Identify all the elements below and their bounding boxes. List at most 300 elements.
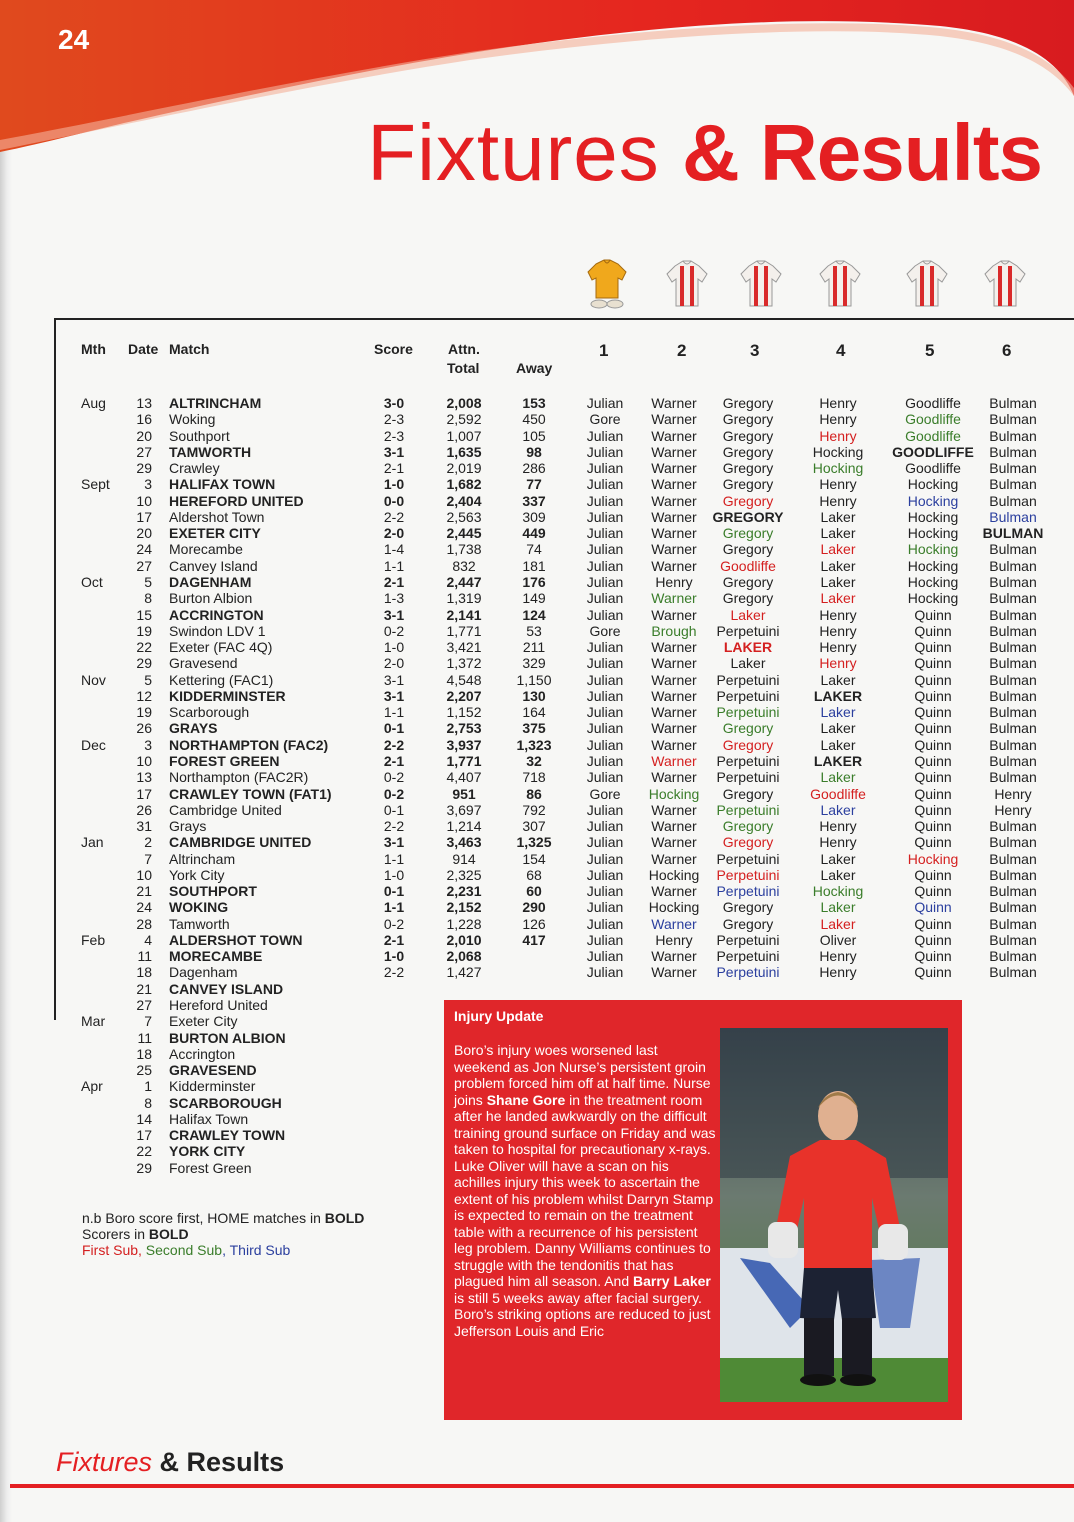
player-cell: Warner	[651, 850, 697, 867]
date-cell: 27	[136, 557, 152, 574]
player-cell: Gregory	[722, 492, 774, 509]
match-cell: Grays	[169, 818, 207, 834]
player-cell: Quinn	[914, 622, 952, 639]
player-cell: Quinn	[914, 655, 952, 672]
injury-update-panel	[444, 1000, 962, 1420]
player-cell: Warner	[651, 427, 697, 444]
score-cell: 2-0	[383, 525, 405, 542]
score-cell: 2-2	[383, 818, 405, 834]
table-row	[0, 672, 1074, 688]
table-row	[0, 818, 1074, 834]
away-attendance-cell: 126	[522, 915, 546, 932]
player-cell: Bulman	[989, 492, 1037, 509]
player-cell: Bulman	[989, 769, 1037, 786]
player-cell: Julian	[586, 395, 624, 411]
player-cell: Laker	[820, 769, 856, 786]
attendance-cell: 2,592	[446, 411, 482, 428]
table-row	[0, 639, 1074, 655]
note-sub-legend	[82, 1242, 364, 1258]
month-cell: Dec	[81, 736, 106, 753]
player-cell: Quinn	[914, 752, 952, 769]
away-attendance-cell: 1,323	[516, 736, 552, 753]
attendance-cell: 2,207	[446, 687, 482, 704]
match-cell: Gravesend	[169, 655, 238, 672]
player-cell: Henry	[819, 948, 857, 965]
attendance-cell: 3,697	[446, 801, 482, 818]
player-cell: Julian	[586, 525, 624, 542]
away-attendance-cell: 286	[522, 460, 546, 477]
player-cell: Warner	[651, 411, 697, 428]
score-cell: 1-1	[383, 557, 405, 574]
player-cell: Warner	[651, 948, 697, 965]
date-cell: 20	[136, 427, 152, 444]
away-attendance-cell: 68	[526, 866, 542, 883]
table-row	[0, 476, 1074, 492]
player-cell: Bulman	[989, 427, 1037, 444]
attendance-cell: 4,548	[446, 671, 482, 688]
score-cell: 2-2	[383, 736, 405, 753]
player-cell: Oliver	[819, 931, 857, 948]
player-cell: Gregory	[722, 899, 774, 916]
player-cell: Perpetuini	[716, 931, 780, 948]
player-cell: Hocking	[812, 460, 864, 477]
table-row	[0, 802, 1074, 818]
away-attendance-cell: 60	[526, 883, 542, 900]
player-cell: Warner	[651, 590, 697, 607]
header-position-2: 2	[677, 341, 687, 360]
date-cell: 19	[136, 622, 152, 639]
outfield-shirt-icon	[902, 258, 952, 310]
date-cell: 19	[136, 704, 152, 721]
table-row	[0, 964, 1074, 980]
attendance-cell: 2,010	[446, 931, 482, 948]
player-cell: Julian	[586, 606, 624, 623]
attendance-cell: 1,214	[446, 818, 482, 834]
table-row	[0, 460, 1074, 476]
attendance-cell: 2,753	[446, 720, 482, 737]
player-cell: Warner	[651, 639, 697, 655]
player-cell: Quinn	[914, 704, 952, 721]
note-scorers-bold	[82, 1226, 364, 1242]
player-cell: Warner	[651, 476, 697, 493]
player-cell: Gregory	[722, 541, 774, 558]
player-cell: Warner	[651, 395, 697, 411]
score-cell: 2-3	[383, 427, 405, 444]
date-cell: 8	[144, 590, 152, 607]
player-cell: Quinn	[914, 785, 952, 802]
player-cell: Gregory	[722, 915, 774, 932]
match-cell: Northampton (FAC2R)	[169, 769, 309, 786]
player-cell: Gregory	[722, 818, 774, 834]
player-cell: Quinn	[914, 769, 952, 786]
player-cell: Julian	[586, 850, 624, 867]
player-cell: Laker	[820, 508, 856, 525]
away-attendance-cell: 154	[522, 850, 546, 867]
match-cell: Crawley	[169, 460, 220, 477]
player-cell: Hocking	[907, 492, 959, 509]
match-cell: CAMBRIDGE UNITED	[169, 834, 312, 851]
player-cell: Julian	[586, 557, 624, 574]
attendance-cell: 1,771	[446, 752, 482, 769]
player-cell: Gore	[589, 622, 621, 639]
match-cell: Swindon LDV 1	[169, 622, 266, 639]
match-cell: CRAWLEY TOWN (FAT1)	[169, 785, 332, 802]
match-cell: Burton Albion	[169, 590, 253, 607]
away-attendance-cell: 307	[522, 818, 546, 834]
month-cell: Nov	[81, 671, 106, 688]
player-cell: Henry	[819, 655, 857, 672]
score-cell: 0-2	[383, 915, 405, 932]
attendance-cell: 2,563	[446, 508, 482, 525]
goalkeeper-shirt-icon	[582, 258, 632, 310]
date-cell: 10	[136, 866, 152, 883]
note-scorers-bold-word: BOLD	[148, 1226, 189, 1242]
player-cell: Julian	[586, 541, 624, 558]
attendance-cell: 832	[452, 557, 476, 574]
match-cell: Canvey Island	[169, 557, 258, 574]
date-cell: 22	[136, 1143, 152, 1160]
injury-player-name: Shane Gore	[486, 1091, 566, 1108]
month-cell: Apr	[81, 1078, 103, 1095]
score-cell: 3-1	[383, 834, 405, 851]
away-attendance-cell: 32	[526, 752, 542, 769]
player-cell: Warner	[651, 752, 697, 769]
table-row	[0, 574, 1074, 590]
date-cell: 2	[144, 834, 152, 851]
match-cell: Accrington	[169, 1045, 236, 1062]
attendance-cell: 1,738	[446, 541, 482, 558]
table-row	[0, 899, 1074, 915]
player-cell: Bulman	[989, 606, 1037, 623]
away-attendance-cell: 309	[522, 508, 546, 525]
date-cell: 21	[136, 883, 152, 900]
player-cell: Henry	[819, 411, 857, 428]
date-cell: 13	[136, 395, 152, 411]
header-score: Score	[374, 341, 413, 357]
player-cell: Goodliffe	[905, 395, 961, 411]
date-cell: 29	[136, 460, 152, 477]
date-cell: 16	[136, 411, 152, 428]
away-attendance-cell: 74	[526, 541, 542, 558]
attendance-cell: 1,635	[446, 443, 482, 460]
player-cell: Bulman	[989, 508, 1037, 525]
match-cell: Kettering (FAC1)	[169, 671, 274, 688]
table-row	[0, 493, 1074, 509]
match-cell: Hereford United	[169, 997, 268, 1013]
match-cell: WOKING	[169, 899, 229, 916]
player-cell: Quinn	[914, 883, 952, 900]
date-cell: 1	[144, 1078, 152, 1095]
away-attendance-cell: 329	[522, 655, 546, 672]
player-cell: Laker	[820, 704, 856, 721]
player-cell: Julian	[586, 964, 624, 981]
player-cell: Perpetuini	[716, 883, 780, 900]
table-row	[0, 867, 1074, 883]
player-cell: Laker	[820, 557, 856, 574]
player-cell: Bulman	[989, 866, 1037, 883]
player-cell: Quinn	[914, 964, 952, 981]
score-cell: 1-3	[383, 590, 405, 607]
player-cell: Bulman	[989, 834, 1037, 851]
date-cell: 13	[136, 769, 152, 786]
attendance-cell: 2,445	[446, 525, 482, 542]
player-cell: Gore	[589, 411, 621, 428]
score-cell: 1-4	[383, 541, 405, 558]
player-cell: Goodliffe	[905, 460, 961, 477]
date-cell: 22	[136, 639, 152, 655]
date-cell: 3	[144, 736, 152, 753]
match-cell: Kidderminster	[169, 1078, 256, 1095]
score-cell: 2-2	[383, 964, 405, 981]
player-cell: Perpetuini	[716, 866, 780, 883]
player-cell: Julian	[586, 460, 624, 477]
player-cell: Henry	[819, 606, 857, 623]
date-cell: 8	[144, 1094, 152, 1111]
player-cell: Bulman	[989, 590, 1037, 607]
date-cell: 21	[136, 980, 152, 997]
attendance-cell: 1,319	[446, 590, 482, 607]
player-cell: Julian	[586, 769, 624, 786]
date-cell: 31	[136, 818, 152, 834]
score-cell: 1-0	[383, 948, 405, 965]
player-cell: Julian	[586, 508, 624, 525]
attendance-cell: 2,008	[446, 395, 482, 411]
away-attendance-cell: 98	[526, 443, 542, 460]
header-month: Mth	[81, 341, 106, 357]
header-away: Away	[516, 360, 553, 376]
table-row	[0, 428, 1074, 444]
score-cell: 2-1	[383, 460, 405, 477]
away-attendance-cell: 164	[522, 704, 546, 721]
player-cell: Henry	[819, 639, 857, 655]
table-row	[0, 769, 1074, 785]
player-cell: Warner	[651, 818, 697, 834]
score-cell: 1-0	[383, 476, 405, 493]
match-cell: Exeter City	[169, 1013, 238, 1030]
table-row	[0, 720, 1074, 736]
score-cell: 0-0	[383, 492, 405, 509]
player-cell: Henry	[819, 492, 857, 509]
player-cell: Bulman	[989, 443, 1037, 460]
footer-title-bold: & Results	[159, 1447, 285, 1477]
match-cell: YORK CITY	[169, 1143, 246, 1160]
player-cell: Perpetuini	[716, 801, 780, 818]
player-cell: LAKER	[723, 639, 773, 655]
away-attendance-cell: 130	[522, 687, 546, 704]
attendance-cell: 1,372	[446, 655, 482, 672]
table-row	[0, 411, 1074, 427]
player-cell: Laker	[820, 671, 856, 688]
match-cell: Woking	[169, 411, 216, 428]
attendance-cell: 1,152	[446, 704, 482, 721]
date-cell: 3	[144, 476, 152, 493]
score-cell: 1-1	[383, 704, 405, 721]
score-cell: 1-0	[383, 639, 405, 655]
attendance-cell: 2,152	[446, 899, 482, 916]
injury-update-title: Injury Update	[454, 1008, 544, 1024]
match-cell: ALDERSHOT TOWN	[169, 931, 303, 948]
match-cell: HEREFORD UNITED	[169, 492, 304, 509]
attendance-cell: 3,937	[446, 736, 482, 753]
date-cell: 5	[144, 574, 152, 590]
player-cell: LAKER	[813, 687, 863, 704]
note-home-bold-word: BOLD	[324, 1210, 365, 1226]
player-cell: Quinn	[914, 687, 952, 704]
player-cell: Hocking	[907, 525, 959, 542]
player-cell: Henry	[819, 622, 857, 639]
away-attendance-cell: 1,325	[516, 834, 552, 851]
score-cell: 1-1	[383, 850, 405, 867]
player-cell: Hocking	[907, 557, 959, 574]
date-cell: 11	[137, 1029, 152, 1046]
score-cell: 3-0	[383, 395, 405, 411]
away-attendance-cell: 77	[526, 476, 542, 493]
table-notes	[82, 1210, 364, 1258]
player-cell: Hocking	[907, 541, 959, 558]
player-cell: Julian	[586, 883, 624, 900]
player-cell: Goodliffe	[720, 557, 776, 574]
player-cell: Bulman	[989, 915, 1037, 932]
legend-second-sub: Second Sub	[145, 1242, 223, 1258]
legend-first-sub: First Sub	[82, 1242, 139, 1258]
player-cell: Gregory	[722, 395, 774, 411]
player-cell: Warner	[651, 671, 697, 688]
note-scorers-text: Scorers in	[82, 1226, 149, 1242]
player-cell: Hocking	[907, 590, 959, 607]
player-cell: Gregory	[722, 476, 774, 493]
match-cell: Forest Green	[169, 1159, 252, 1176]
score-cell: 3-1	[383, 443, 405, 460]
player-cell: Bulman	[989, 541, 1037, 558]
table-row	[0, 834, 1074, 850]
player-cell: Warner	[651, 720, 697, 737]
player-cell: Warner	[651, 769, 697, 786]
match-cell: Morecambe	[169, 541, 243, 558]
score-cell: 3-1	[383, 606, 405, 623]
table-row	[0, 590, 1074, 606]
away-attendance-cell: 153	[522, 395, 546, 411]
player-cell: Gregory	[722, 720, 774, 737]
player-cell: Henry	[819, 395, 857, 411]
player-cell: Quinn	[914, 736, 952, 753]
match-cell: Scarborough	[169, 704, 250, 721]
attendance-cell: 2,068	[446, 948, 482, 965]
match-cell: Dagenham	[169, 964, 238, 981]
match-cell: Exeter (FAC 4Q)	[169, 639, 273, 655]
player-cell: Hocking	[907, 476, 959, 493]
footer-rule	[10, 1484, 1074, 1488]
score-cell: 3-1	[383, 687, 405, 704]
match-cell: Halifax Town	[169, 1110, 249, 1127]
table-row	[0, 948, 1074, 964]
player-cell: Perpetuini	[716, 964, 780, 981]
player-cell: Bulman	[989, 736, 1037, 753]
player-cell: Laker	[820, 866, 856, 883]
player-cell: Julian	[586, 915, 624, 932]
player-cell: Laker	[820, 574, 856, 590]
player-cell: Gregory	[722, 736, 774, 753]
away-attendance-cell: 1,150	[516, 671, 552, 688]
player-cell: Bulman	[989, 687, 1037, 704]
title-light: Fixtures	[367, 108, 660, 197]
player-cell: Henry	[819, 476, 857, 493]
player-cell: Julian	[586, 687, 624, 704]
player-cell: Quinn	[914, 671, 952, 688]
table-row	[0, 932, 1074, 948]
position-shirts	[0, 258, 1074, 314]
player-cell: Laker	[820, 541, 856, 558]
away-attendance-cell: 718	[522, 769, 546, 786]
player-cell: Warner	[651, 508, 697, 525]
attendance-cell: 2,019	[446, 460, 482, 477]
player-cell: Warner	[651, 915, 697, 932]
date-cell: 25	[136, 1062, 152, 1079]
player-cell: Julian	[586, 736, 624, 753]
player-cell: Warner	[651, 883, 697, 900]
away-attendance-cell: 375	[522, 720, 546, 737]
away-attendance-cell: 86	[526, 785, 542, 802]
score-cell: 0-1	[383, 801, 405, 818]
player-cell: Julian	[586, 752, 624, 769]
outfield-shirt-icon	[815, 258, 865, 310]
player-cell: Laker	[820, 899, 856, 916]
player-cell: Gregory	[722, 460, 774, 477]
date-cell: 14	[136, 1110, 152, 1127]
table-row	[0, 558, 1074, 574]
attendance-cell: 3,463	[446, 834, 482, 851]
date-cell: 15	[136, 606, 152, 623]
player-cell: Hocking	[907, 508, 959, 525]
date-cell: 10	[136, 752, 152, 769]
player-cell: Warner	[651, 834, 697, 851]
player-cell: Julian	[586, 931, 624, 948]
match-cell: BURTON ALBION	[169, 1029, 286, 1046]
away-attendance-cell: 149	[522, 590, 546, 607]
title-bold: & Results	[682, 108, 1042, 197]
table-row	[0, 541, 1074, 557]
player-cell: Gore	[589, 785, 621, 802]
match-cell: HALIFAX TOWN	[169, 476, 276, 493]
player-cell: Goodliffe	[905, 427, 961, 444]
table-row	[0, 786, 1074, 802]
score-cell: 3-1	[383, 671, 405, 688]
date-cell: 20	[136, 525, 152, 542]
player-cell: BULMAN	[982, 525, 1044, 542]
table-row	[0, 688, 1074, 704]
player-cell: Julian	[586, 720, 624, 737]
score-cell: 0-1	[383, 883, 405, 900]
date-cell: 24	[136, 541, 152, 558]
player-cell: Bulman	[989, 557, 1037, 574]
attendance-cell: 1,427	[446, 964, 482, 981]
player-cell: Gregory	[722, 427, 774, 444]
match-cell: York City	[169, 866, 225, 883]
page-number: 24	[58, 24, 90, 55]
player-cell: Goodliffe	[905, 411, 961, 428]
player-cell: Gregory	[722, 443, 774, 460]
header-position-6: 6	[1002, 341, 1012, 360]
player-cell: Gregory	[722, 785, 774, 802]
attendance-cell: 2,141	[446, 606, 482, 623]
player-cell: Perpetuini	[716, 704, 780, 721]
player-cell: Gregory	[722, 411, 774, 428]
player-cell: Bulman	[989, 395, 1037, 411]
match-cell: GRAVESEND	[169, 1062, 257, 1079]
match-cell: SCARBOROUGH	[169, 1094, 282, 1111]
player-cell: Warner	[651, 525, 697, 542]
attendance-cell: 2,447	[446, 574, 482, 590]
header-date: Date	[128, 341, 159, 357]
